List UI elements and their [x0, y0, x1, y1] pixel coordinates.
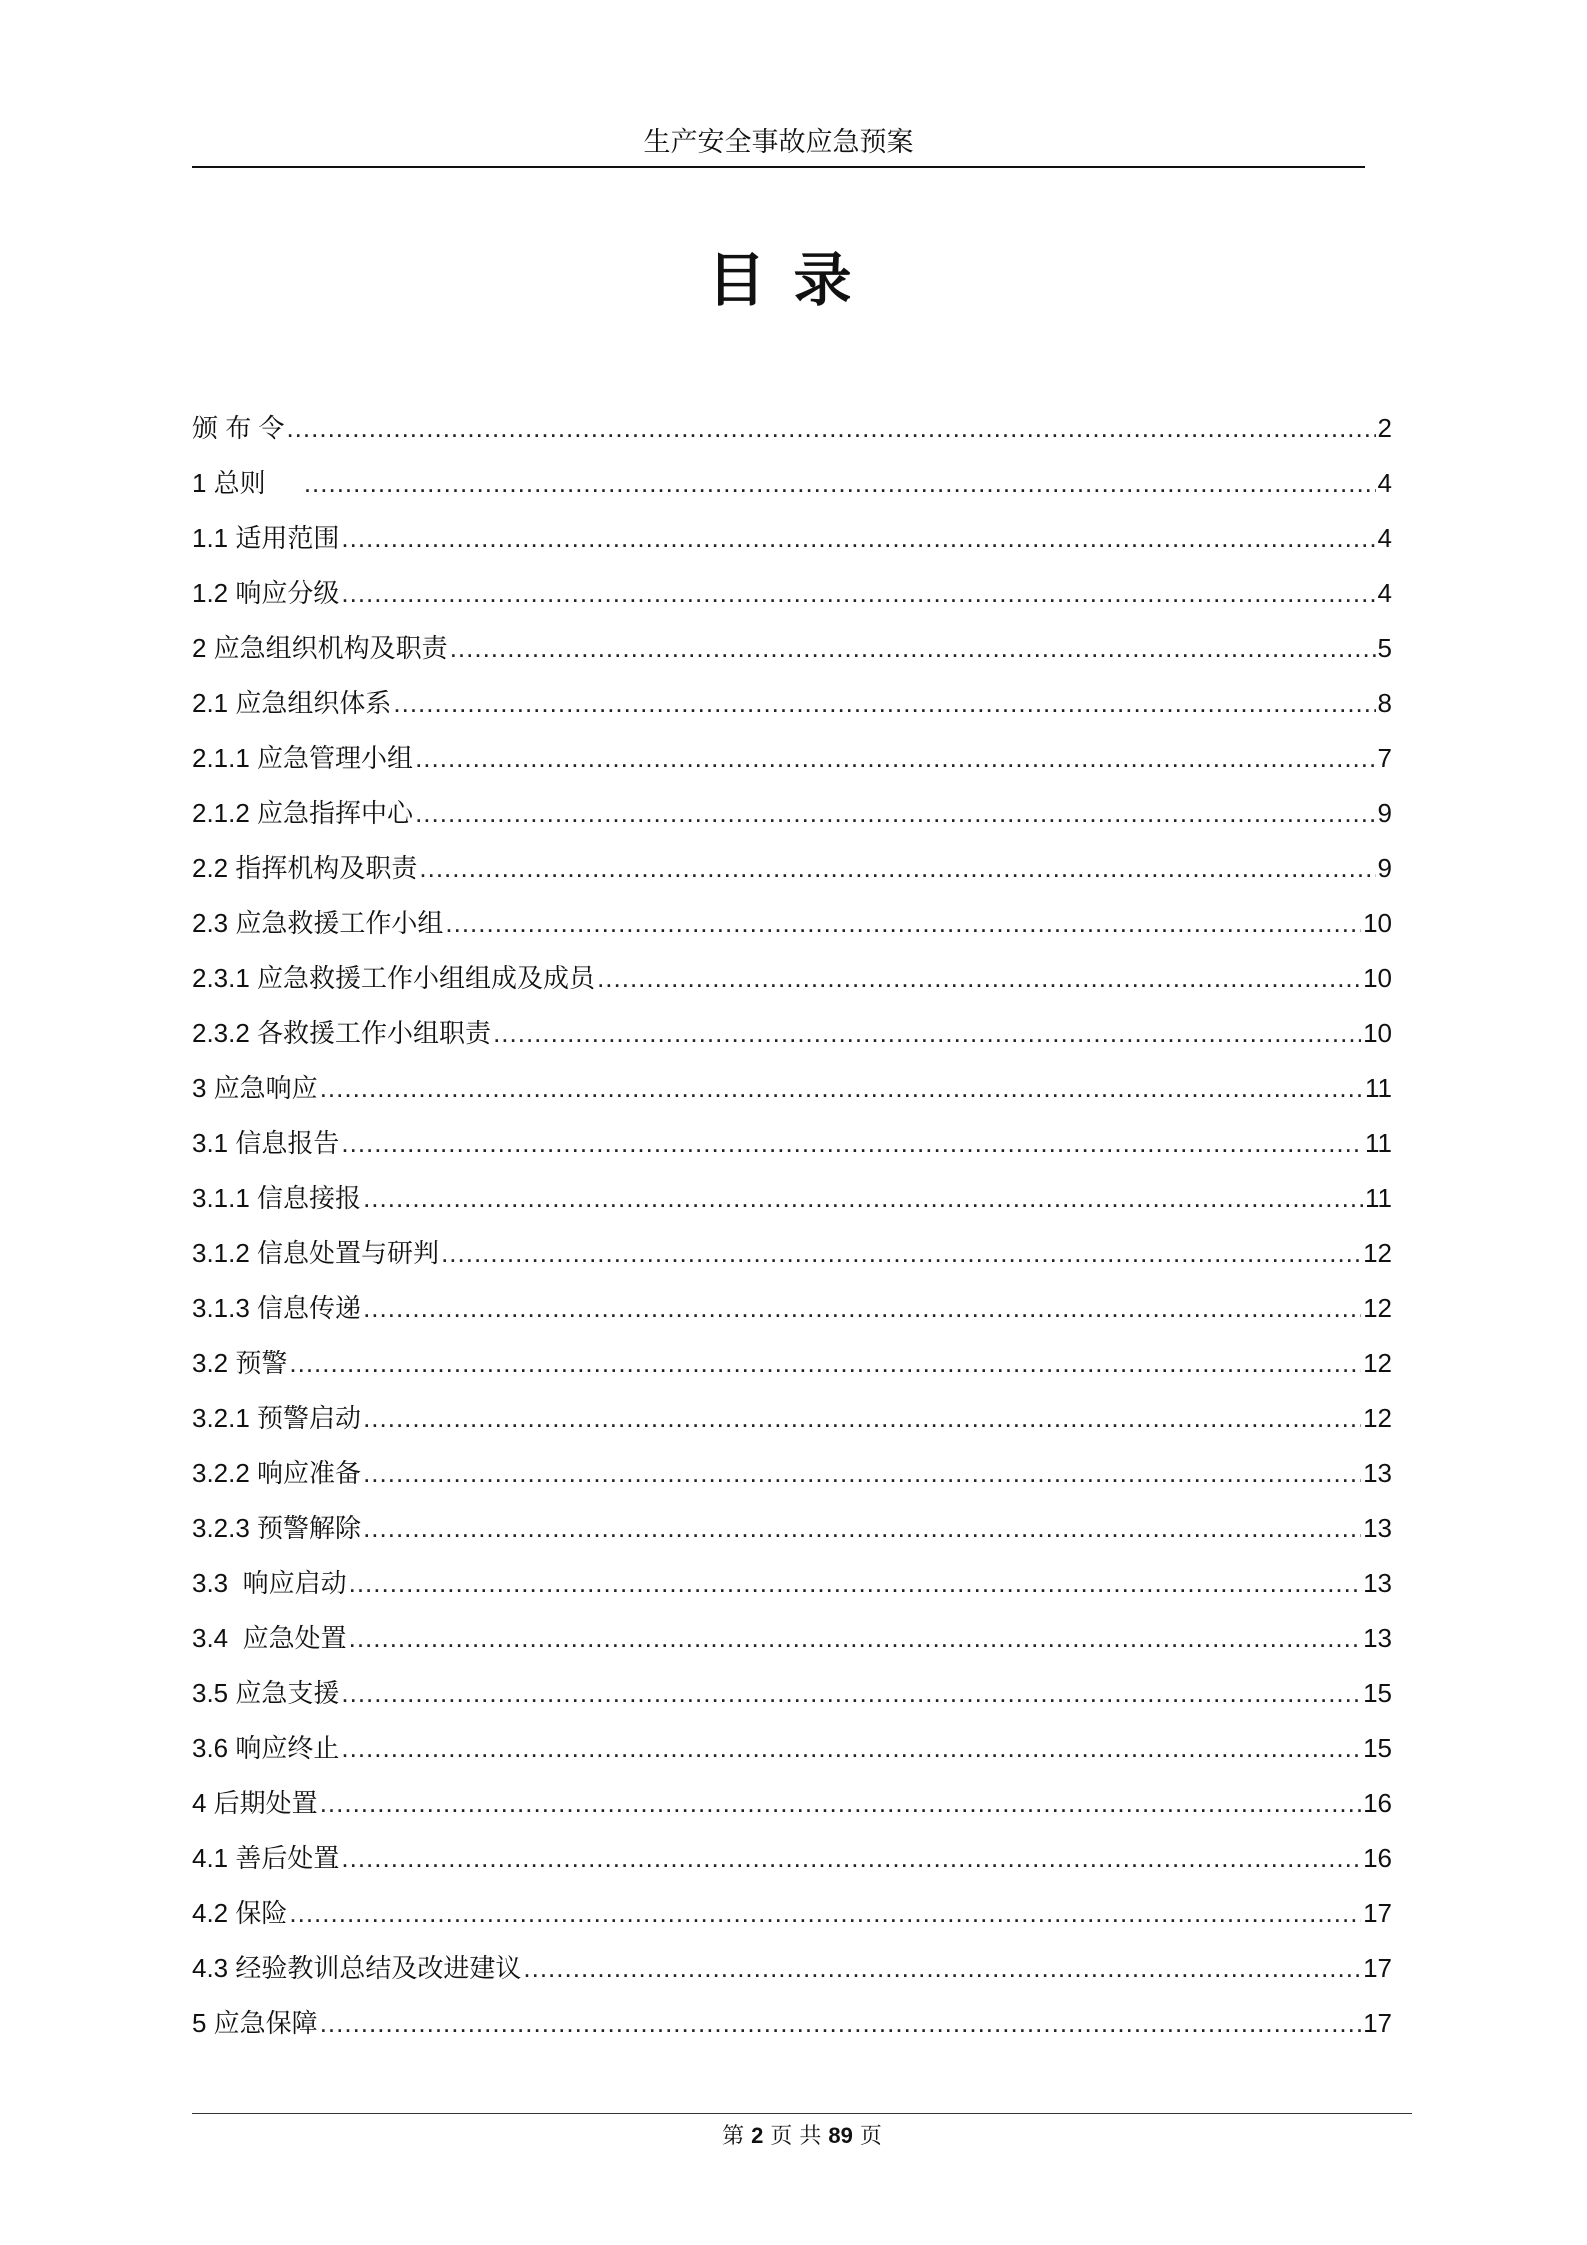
toc-entry[interactable] — [192, 791, 1392, 846]
toc-entry-label: 3.1.3 信息传递 — [192, 1293, 362, 1323]
toc-entry-page: 15 — [1363, 1678, 1392, 1708]
toc-entry-page: 7 — [1377, 743, 1392, 773]
toc-dot-leader — [450, 626, 1376, 670]
toc-entry-page: 16 — [1363, 1843, 1392, 1873]
toc-dot-leader — [320, 1066, 1363, 1110]
toc-entry-label: 2.1.1 应急管理小组 — [192, 743, 414, 773]
toc-entry-label: 3.2.3 预警解除 — [192, 1513, 362, 1543]
toc-dot-leader — [304, 461, 1376, 505]
toc-entry-label: 5 应急保障 — [192, 2008, 318, 2038]
toc-entry-label: 3.2.2 响应准备 — [192, 1458, 362, 1488]
toc-dot-leader — [597, 956, 1361, 1000]
toc-entry[interactable] — [192, 1561, 1392, 1616]
toc-dot-leader — [363, 1396, 1361, 1440]
toc-entry-page: 12 — [1363, 1348, 1392, 1378]
toc-entry-label: 3.1.1 信息接报 — [192, 1183, 362, 1213]
toc-entry[interactable] — [192, 516, 1392, 571]
toc-dot-leader — [341, 516, 1375, 560]
toc-entry-page: 13 — [1363, 1568, 1392, 1598]
toc-entry[interactable] — [192, 1506, 1392, 1561]
toc-entry-label: 2.2 指挥机构及职责 — [192, 853, 418, 883]
toc-entry-page: 13 — [1363, 1513, 1392, 1543]
toc-entry[interactable] — [192, 1616, 1392, 1671]
toc-dot-leader — [493, 1011, 1361, 1055]
toc-entry[interactable] — [192, 846, 1392, 901]
toc-dot-leader — [289, 1891, 1361, 1935]
toc-entry[interactable] — [192, 1946, 1392, 2001]
toc-entry-page: 4 — [1377, 468, 1392, 498]
toc-entry-page: 2 — [1377, 413, 1392, 443]
toc-entry-label: 2.3.2 各救援工作小组职责 — [192, 1018, 492, 1048]
toc-entry-label: 2.3 应急救援工作小组 — [192, 908, 444, 938]
toc-entry-label: 3.5 应急支援 — [192, 1678, 340, 1708]
toc-dot-leader — [341, 1671, 1361, 1715]
toc-entry-label: 1.2 响应分级 — [192, 578, 340, 608]
toc-entry-page: 4 — [1377, 523, 1392, 553]
toc-dot-leader — [393, 681, 1375, 725]
toc-dot-leader — [415, 736, 1375, 780]
toc-heading: 目录 — [707, 246, 880, 314]
toc-dot-leader — [341, 1121, 1363, 1165]
toc-dot-leader — [341, 571, 1375, 615]
toc-entry-label: 3.4 应急处置 — [192, 1623, 347, 1653]
toc-entry[interactable] — [192, 736, 1392, 791]
toc-entry[interactable] — [192, 1011, 1392, 1066]
toc-dot-leader — [363, 1176, 1363, 1220]
toc-entry-page: 10 — [1363, 908, 1392, 938]
toc-entry-label: 2.3.1 应急救援工作小组组成及成员 — [192, 963, 596, 993]
toc-entry[interactable] — [192, 681, 1392, 736]
toc-entry-page: 4 — [1377, 578, 1392, 608]
toc-dot-leader — [445, 901, 1361, 945]
toc-entry[interactable] — [192, 571, 1392, 626]
toc-entry-label: 1 总则 — [192, 468, 302, 498]
toc-entry-page: 8 — [1377, 688, 1392, 718]
toc-entry-page: 10 — [1363, 963, 1392, 993]
footer-total-pages: 89 — [828, 2123, 853, 2148]
toc-entry-label: 2 应急组织机构及职责 — [192, 633, 448, 663]
toc-entry-page: 11 — [1365, 1073, 1392, 1103]
header-divider — [192, 166, 1365, 168]
toc-dot-leader — [286, 406, 1375, 450]
toc-entry[interactable] — [192, 1286, 1392, 1341]
toc-entry-page: 12 — [1363, 1403, 1392, 1433]
toc-entry-label: 3.2 预警 — [192, 1348, 288, 1378]
toc-entry[interactable] — [192, 1121, 1392, 1176]
footer-divider — [192, 2113, 1412, 2114]
footer-prefix: 第 — [722, 2124, 745, 2149]
toc-entry-label: 4.3 经验教训总结及改进建议 — [192, 1953, 522, 1983]
toc-dot-leader — [289, 1341, 1361, 1385]
toc-dot-leader — [341, 1836, 1361, 1880]
toc-entry-label: 3 应急响应 — [192, 1073, 318, 1103]
toc-entry-label: 3.3 响应启动 — [192, 1568, 347, 1598]
toc-entry[interactable] — [192, 1231, 1392, 1286]
toc-entry[interactable] — [192, 1781, 1392, 1836]
footer-middle: 页 共 — [770, 2124, 822, 2149]
toc-entry-page: 17 — [1363, 1898, 1392, 1928]
toc-entry-page: 11 — [1365, 1183, 1392, 1213]
toc-entry-label: 4 后期处置 — [192, 1788, 318, 1818]
toc-dot-leader — [349, 1561, 1361, 1605]
toc-entry-page: 15 — [1363, 1733, 1392, 1763]
toc-entry-page: 13 — [1363, 1623, 1392, 1653]
toc-entry-page: 12 — [1363, 1293, 1392, 1323]
toc-entry[interactable] — [192, 626, 1392, 681]
toc-dot-leader — [320, 2001, 1361, 2045]
toc-dot-leader — [363, 1506, 1361, 1550]
page-footer — [192, 2118, 1412, 2154]
toc-entry-label: 颁 布 令 — [192, 413, 285, 443]
toc-entry[interactable] — [192, 1836, 1392, 1891]
toc-entry[interactable] — [192, 1451, 1392, 1506]
toc-entry-label: 2.1.2 应急指挥中心 — [192, 798, 414, 828]
toc-entry-page: 17 — [1363, 2008, 1392, 2038]
toc-entry-page: 11 — [1365, 1128, 1392, 1158]
toc-entry[interactable] — [192, 1066, 1392, 1121]
toc-entry-label: 4.2 保险 — [192, 1898, 288, 1928]
running-header-title: 生产安全事故应急预案 — [643, 127, 914, 157]
toc-entry[interactable] — [192, 1341, 1392, 1396]
toc-dot-leader — [320, 1781, 1361, 1825]
toc-entry-page: 12 — [1363, 1238, 1392, 1268]
table-of-contents — [192, 406, 1392, 2056]
toc-entry-label: 1.1 适用范围 — [192, 523, 340, 553]
toc-entry-page: 5 — [1377, 633, 1392, 663]
toc-dot-leader — [415, 791, 1375, 835]
toc-entry[interactable] — [192, 406, 1392, 461]
toc-entry[interactable] — [192, 2001, 1392, 2056]
toc-dot-leader — [363, 1451, 1361, 1495]
toc-entry-label: 3.2.1 预警启动 — [192, 1403, 362, 1433]
toc-entry-page: 16 — [1363, 1788, 1392, 1818]
toc-dot-leader — [341, 1726, 1361, 1770]
footer-page-number: 2 — [751, 2123, 764, 2148]
toc-entry-page: 10 — [1363, 1018, 1392, 1048]
toc-dot-leader — [523, 1946, 1361, 1990]
footer-suffix: 页 — [859, 2124, 882, 2149]
toc-entry-label: 3.1.2 信息处置与研判 — [192, 1238, 440, 1268]
toc-dot-leader — [419, 846, 1375, 890]
toc-entry-label: 4.1 善后处置 — [192, 1843, 340, 1873]
toc-entry[interactable] — [192, 1671, 1392, 1726]
toc-entry-page: 13 — [1363, 1458, 1392, 1488]
toc-dot-leader — [349, 1616, 1361, 1660]
toc-entry-page: 17 — [1363, 1953, 1392, 1983]
toc-entry-page: 9 — [1377, 798, 1392, 828]
toc-entry-label: 3.6 响应终止 — [192, 1733, 340, 1763]
toc-dot-leader — [363, 1286, 1361, 1330]
toc-entry[interactable] — [192, 901, 1392, 956]
toc-entry-label: 2.1 应急组织体系 — [192, 688, 392, 718]
toc-entry[interactable] — [192, 956, 1392, 1011]
toc-entry[interactable] — [192, 1176, 1392, 1231]
toc-entry[interactable] — [192, 461, 1392, 516]
toc-entry-label: 3.1 信息报告 — [192, 1128, 340, 1158]
toc-entry[interactable] — [192, 1891, 1392, 1946]
toc-entry-page: 9 — [1377, 853, 1392, 883]
toc-entry[interactable] — [192, 1726, 1392, 1781]
toc-entry[interactable] — [192, 1396, 1392, 1451]
toc-dot-leader — [441, 1231, 1361, 1275]
